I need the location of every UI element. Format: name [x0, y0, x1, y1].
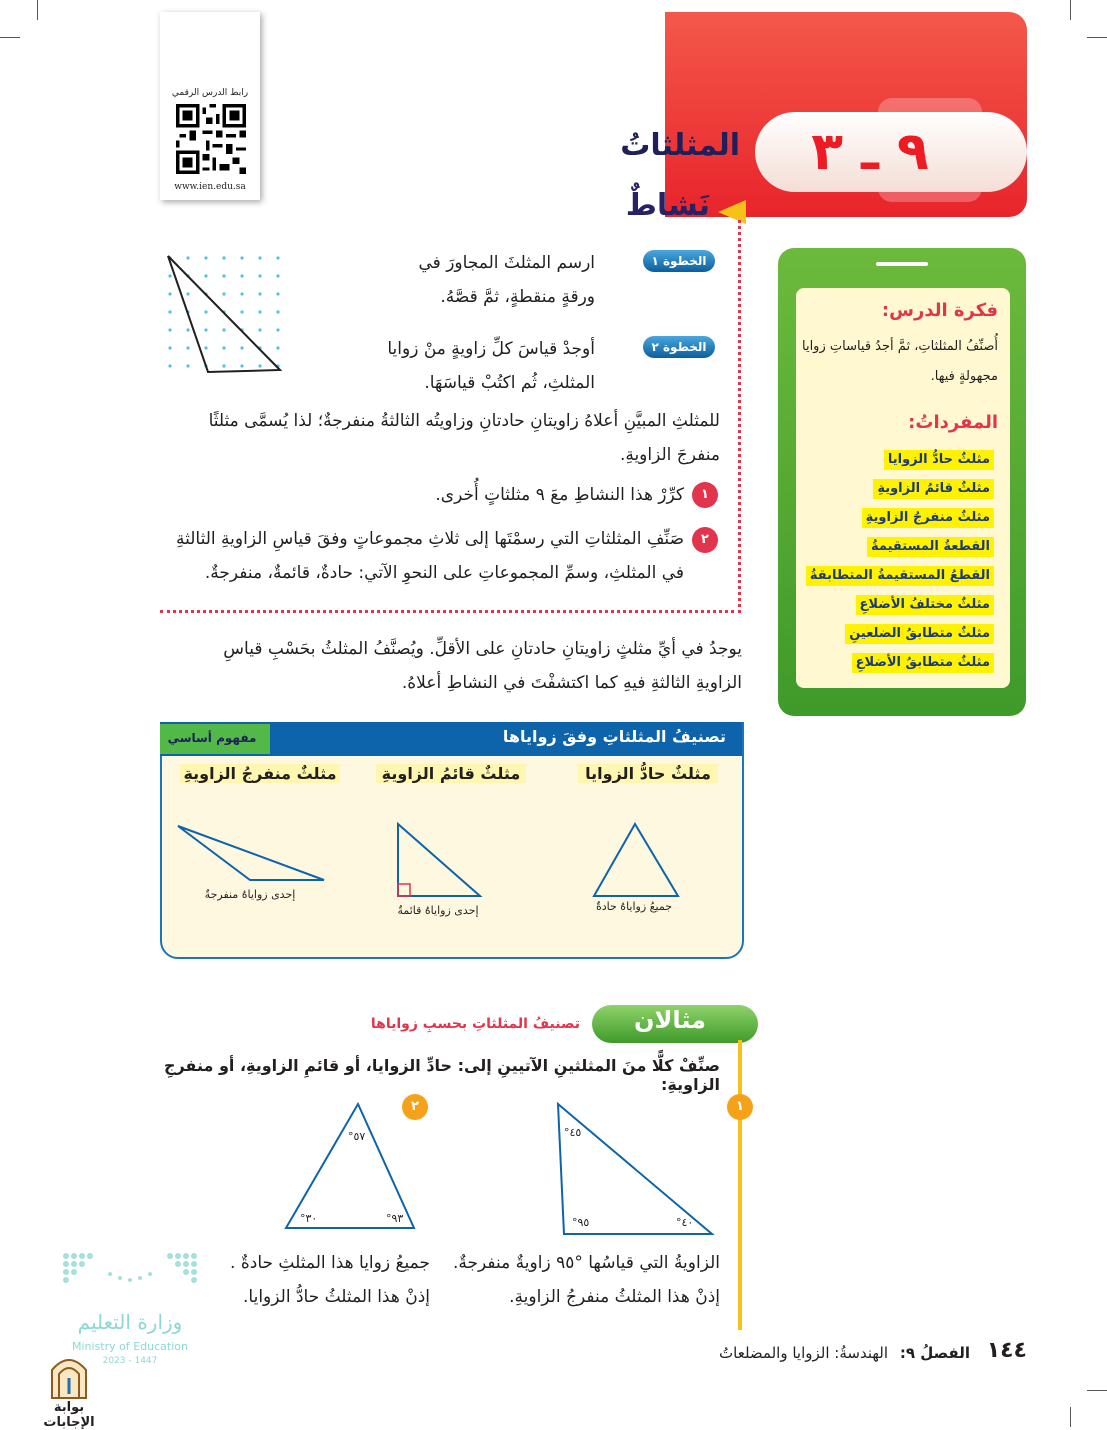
vocab-item: مثلثٌ متطابقُ الأضلاعِ	[852, 653, 994, 673]
crop-mark	[1087, 1390, 1107, 1391]
lesson-title: المثلثاتُ	[620, 128, 740, 163]
dot-grid-triangle-figure	[160, 250, 290, 380]
sidebar-panel	[796, 288, 1010, 688]
crop-mark	[1070, 1407, 1071, 1427]
example-2-number: ٢	[402, 1094, 428, 1120]
question-2-text: صَنِّفِ المثلثاتِ التي رسمْتَها إلى ثلاثِ مجموعاتٍ وفقَ قياسِ الزاويةِ الثالثةِ في المثلثِ، وسمِّ المجموعاتِ على النحوِ الآتي: حادةٌ، قائمةٌ، منفرجةٌ.	[176, 529, 684, 583]
qr-caption: رابط الدرس الرقمي	[171, 88, 249, 98]
vocab-item: مثلثٌ متطابقُ الضلعينِ	[845, 624, 994, 644]
vocab-heading: المفرداتُ:	[908, 412, 998, 433]
vocab-item: مثلثٌ قائمُ الزاويةِ	[873, 479, 994, 499]
ministry-year: 2023 - 1447	[102, 1356, 158, 1366]
ministry-logo-icon	[60, 1250, 200, 1290]
vocab-item: مثلثٌ مختلفُ الأضلاعِ	[856, 595, 994, 615]
example-2-angle: °٥٧	[348, 1130, 366, 1143]
crop-mark	[1070, 0, 1071, 20]
chapter-label: الفصلُ ٩:	[899, 1344, 970, 1362]
crop-mark	[1087, 37, 1107, 38]
page-number: ١٤٤	[986, 1338, 1027, 1363]
intro-paragraph: يوجدُ في أيِّ مثلثٍ زاويتانِ حادتانِ على الأقلِّ. ويُصنَّفُ المثلثُ بحَسْبِ قياسِ الزاويةِ الثالثةِ فيهِ كما اكتشفْتَ في النشاطِ أعلاهُ.	[223, 639, 742, 693]
obtuse-triangle-figure	[174, 822, 330, 884]
acute-triangle-figure	[590, 820, 680, 900]
qr-card[interactable]	[160, 12, 260, 200]
vocab-item: القطعُ المستقيمةُ المتطابقةُ	[806, 566, 994, 586]
vocab-item: مثلثٌ منفرجُ الزاويةِ	[862, 508, 994, 528]
example-1-number: ١	[727, 1094, 753, 1120]
portal-logo-icon	[44, 1350, 94, 1400]
step1-text: ارسم المثلثَ المجاورَ في ورقةٍ منقطةٍ، ثمَّ قصَّهُ.	[418, 253, 595, 307]
ministry-name-ar: وزارة التعليم	[77, 1310, 183, 1334]
examples-subtitle: تصنيفُ المثلثاتِ بحسبِ زواياها	[370, 1016, 580, 1032]
key-concept-tag-label: مفهوم أساسي	[167, 731, 257, 745]
examples-divider	[738, 1040, 742, 1330]
crop-mark	[37, 0, 38, 20]
examples-prompt: صنِّفْ كلًّا منَ المثلثينِ الآتيينِ إلى: حادِّ الزوايا، أو قائمِ الزاويةِ، أو منفرجِ الزاويةِ:	[163, 1056, 720, 1094]
right-title: مثلثٌ قائمُ الزاويةِ	[376, 764, 526, 783]
key-concept-title: تصنيفُ المثلثاتِ وفقَ زواياها	[502, 727, 726, 746]
acute-title: مثلثٌ حادُّ الزوايا	[578, 764, 718, 783]
activity-title: نَشاطٌ	[625, 188, 710, 223]
example-2-conclusion: إذنْ هذا المثلثُ حادُّ الزوايا.	[243, 1287, 430, 1307]
obtuse-caption: إحدى زواياهُ منفرجةٌ	[204, 888, 296, 901]
example-1-angle: °٤٠	[676, 1216, 694, 1229]
qr-url[interactable]: www.ien.edu.sa	[174, 182, 246, 192]
question-1-number: ١	[692, 482, 718, 508]
step1-badge: الخطوة ١	[643, 250, 715, 272]
example-1-angle: °٩٥	[572, 1216, 590, 1229]
question-2-number: ٢	[692, 527, 718, 553]
acute-caption: جميعُ زواياهُ حادةٌ	[596, 900, 672, 913]
example-2-angle: °٩٣	[386, 1212, 404, 1225]
activity-paragraph: للمثلثِ المبيَّنِ أعلاهُ زاويتانِ حادتانِ وزاويتُه الثالثةُ منفرجةٌ؛ لذا يُسمَّى مثلثًا منفرجَ الزاويةِ.	[208, 411, 720, 465]
step2-badge: الخطوة ٢	[643, 336, 715, 358]
ministry-name-en: Ministry of Education	[71, 1340, 188, 1353]
right-triangle-figure	[392, 820, 484, 900]
crop-mark	[0, 37, 20, 38]
vocab-item: مثلثٌ حادُّ الزوايا	[884, 450, 994, 470]
idea-text: أُصنِّفُ المثلثاتِ، ثمَّ أجدُ قياساتِ زوايا مجهولةٍ فيها.	[801, 339, 998, 384]
obtuse-title: مثلثٌ منفرجُ الزاويةِ	[180, 764, 340, 783]
chapter-title: الهندسةُ: الزوايا والمضلعاتُ	[719, 1344, 888, 1362]
example-2-answer: جميعُ زوايا هذا المثلثِ حادةٌ .	[230, 1253, 430, 1273]
qr-code-icon[interactable]	[176, 104, 246, 174]
examples-title: مثالان	[633, 1006, 707, 1034]
question-1-text: كرِّرْ هذا النشاطِ معَ ٩ مثلثاتٍ أُخرى.	[435, 485, 684, 505]
idea-heading: فكرة الدرس:	[881, 300, 998, 321]
right-caption: إحدى زواياهُ قائمةٌ	[397, 904, 479, 917]
example-1-answer: الزاويةُ التي قياسُها °٩٥ زاويةٌ منفرجةٌ.	[453, 1253, 720, 1273]
example-1-angle: °٤٥	[564, 1126, 582, 1139]
lesson-number: ٩ ـ ٣	[811, 122, 929, 182]
example-1-conclusion: إذنْ هذا المثلثُ منفرجُ الزاويةِ.	[509, 1287, 720, 1307]
sidebar-handle	[876, 262, 928, 266]
step2-text: أوجدْ قياسَ كلِّ زاويةٍ منْ زوايا المثلثِ، ثُم اكتُبْ قياسَهَا.	[387, 339, 595, 393]
portal-name: بوابة الإجابات	[43, 1400, 95, 1430]
example-2-angle: °٣٠	[300, 1212, 318, 1225]
vocab-item: القطعةُ المستقيمةُ	[867, 537, 994, 557]
